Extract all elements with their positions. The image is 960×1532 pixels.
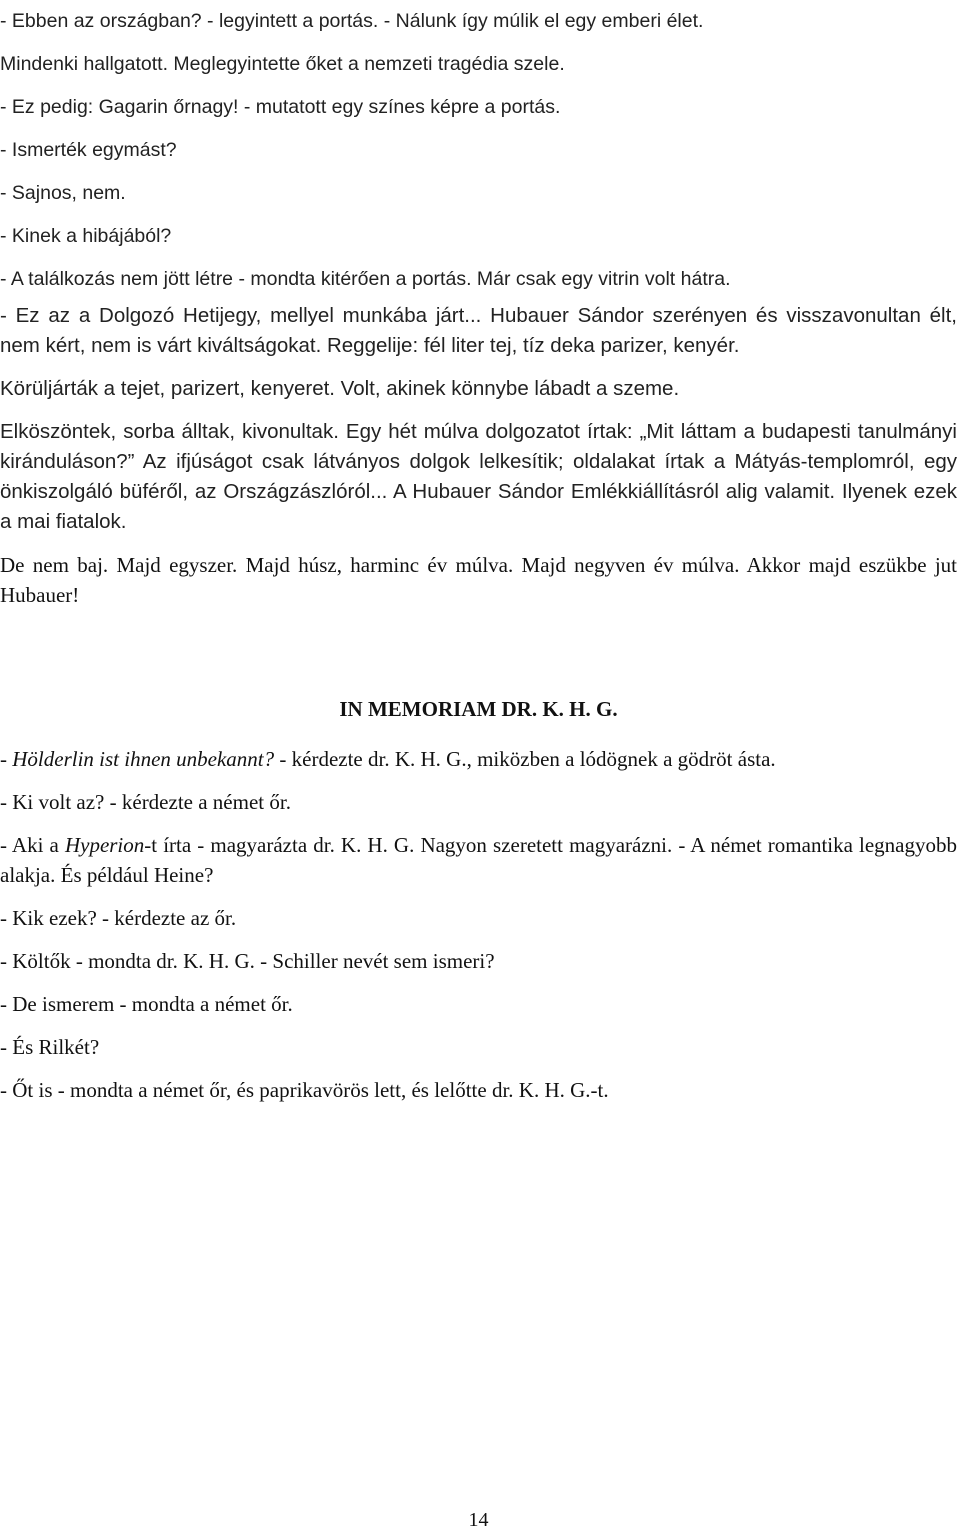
paragraph: Körüljárták a tejet, parizert, kenyeret. Volt, akinek könnybe lábadt a szeme. [0, 377, 680, 400]
paragraph: Elköszöntek, sorba álltak, kivonultak. Egy hét múlva dolgozatot írtak: „Mit láttam a budapesti tanulmányi kiránduláson?” Az ifjúságot csak látványos dolgok lelkesítik; oldalakat írtak a Mátyás-templomról, egy önkiszolgáló büféről, az Országzászlóról... A Hubauer Sándor Emlékkiállításról alig valamit. Ilyenek ezek a mai fiatalok. [0, 420, 957, 533]
text-line: - Kinek a hibájából? [0, 225, 172, 247]
text-line: Mindenki hallgatott. Meglegyintette őket a nemzeti tragédia szele. [0, 53, 565, 75]
dialog-text: - [0, 747, 13, 771]
text-line: - A találkozás nem jött létre - mondta kitérően a portás. Már csak egy vitrin volt hátra. [0, 268, 731, 290]
section-heading [0, 694, 957, 724]
dialog-text: - Aki a [0, 833, 65, 857]
dialog-line [0, 989, 957, 1019]
text-line: - Sajnos, nem. [0, 182, 126, 204]
dialog-block [0, 744, 957, 1105]
dialog-line [0, 903, 957, 933]
dialog-italic-text: Hyperion [64, 833, 145, 857]
dialog-line [0, 946, 957, 976]
dialog-text: - Költők - mondta dr. K. H. G. - Schiller nevét sem ismeri? [0, 949, 495, 973]
dialog-line [0, 830, 957, 890]
text-line: - Ebben az országban? - legyintett a portás. - Nálunk így múlik el egy emberi élet. [0, 10, 704, 32]
dialog-text: - Ki volt az? - kérdezte a német őr. [0, 790, 291, 814]
page-number: 14 [468, 1509, 489, 1531]
dialog-text: - Őt is - mondta a német őr, és paprikavörös lett, és lelőtte dr. K. H. G.-t. [0, 1078, 609, 1102]
section-heading-text: IN MEMORIAM DR. K. H. G. [339, 697, 618, 721]
dialog-text: - De ismerem - mondta a német őr. [0, 992, 293, 1016]
dialog-text: - kérdezte dr. K. H. G., miközben a lódögnek a gödröt ásta. [274, 747, 776, 771]
dialog-italic-text: Hölderlin ist ihnen unbekannt? [12, 747, 275, 771]
paragraph: - Ez az a Dolgozó Hetijegy, mellyel munkába járt... Hubauer Sándor szerényen és visszavonultan élt, nem kért, nem is várt kiváltságokat. Reggelije: fél liter tej, tíz deka parizer, kenyér. [0, 304, 957, 357]
top-text-block [0, 0, 957, 610]
dialog-line [0, 1075, 957, 1105]
dialog-text: -t írta - magyarázta dr. K. H. G. Nagyon szeretett magyarázni. - A német romantika legnagyobb alakja. És például Heine? [0, 833, 958, 887]
dialog-line [0, 744, 957, 774]
dialog-text: - Kik ezek? - kérdezte az őr. [0, 906, 237, 930]
dialog-text: - És Rilkét? [0, 1035, 100, 1059]
text-line: - Ez pedig: Gagarin őrnagy! - mutatott egy színes képre a portás. [0, 96, 561, 118]
paragraph: De nem baj. Majd egyszer. Majd húsz, harminc év múlva. Majd negyven év múlva. Akkor majd eszükbe jut Hubauer! [0, 553, 957, 607]
text-line: - Ismerték egymást? [0, 139, 177, 161]
dialog-line [0, 1032, 957, 1062]
dialog-line [0, 787, 957, 817]
